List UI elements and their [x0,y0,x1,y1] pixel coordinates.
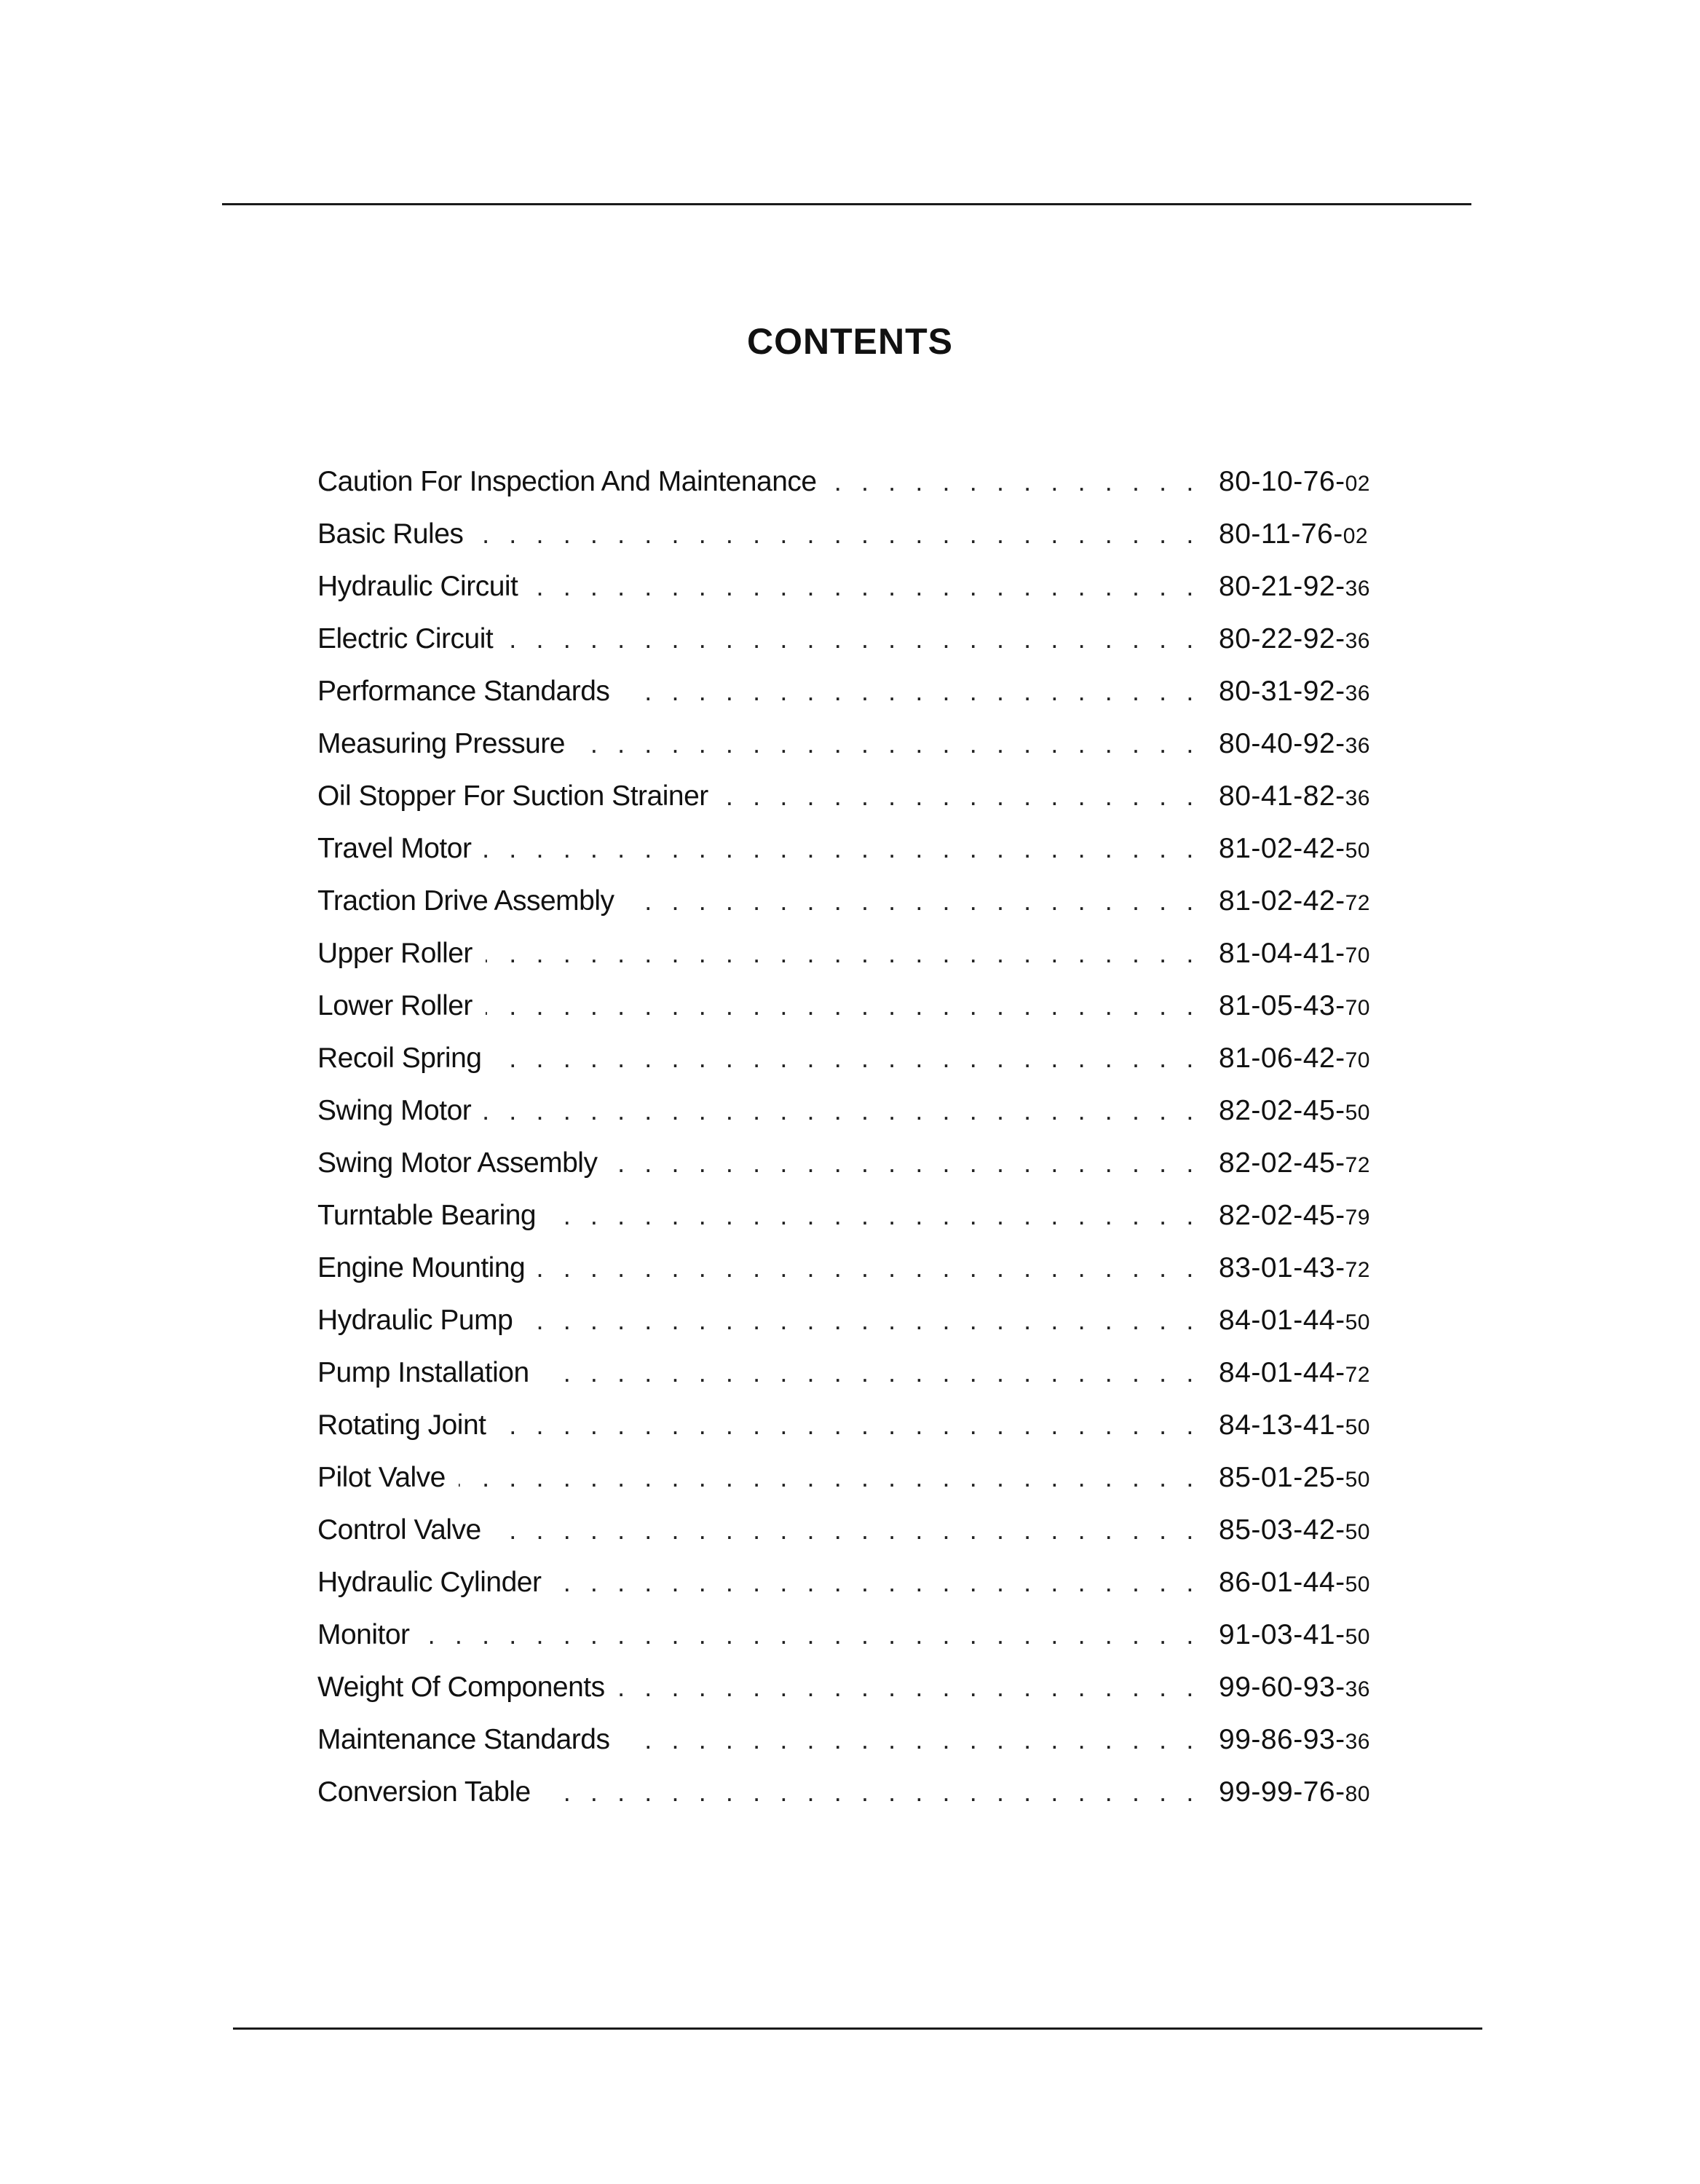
toc-entry-code-suffix: 80 [1345,1782,1370,1806]
toc-entry-code-main: 83-01-43- [1219,1252,1345,1283]
toc-entry-code-suffix: 50 [1345,1572,1370,1597]
toc-entry[interactable] [317,1399,1388,1452]
dot-leader [526,1294,1200,1347]
toc-entry-title: Traction Drive Assembly [317,885,614,917]
toc-entry-code-main: 91-03-41- [1219,1619,1345,1650]
toc-entry-title: Control Valve [317,1514,481,1546]
dot-leader [610,1137,1200,1190]
toc-entry-title: Caution For Inspection And Maintenance [317,466,817,497]
toc-entry[interactable] [317,1609,1388,1661]
toc-entry-code [1200,927,1388,982]
toc-entry-code-main: 81-06-42- [1219,1042,1345,1074]
toc-entry-code [1200,1766,1388,1821]
toc-entry-code-main: 81-02-42- [1219,885,1345,917]
toc-entry-code [1200,770,1388,825]
toc-entry[interactable] [317,613,1388,665]
toc-entry[interactable] [317,980,1388,1032]
toc-entry[interactable] [317,1294,1388,1347]
toc-entry[interactable] [317,1661,1388,1714]
toc-entry[interactable] [317,665,1388,718]
toc-entry-title: Performance Standards [317,676,610,707]
toc-entry-code [1200,1294,1388,1349]
toc-entry-title: Hydraulic Circuit [317,571,518,602]
toc-entry-title: Pilot Valve [317,1462,446,1493]
toc-entry-code-main: 85-03-42- [1219,1514,1345,1546]
toc-entry-code [1200,1504,1388,1559]
toc-entry[interactable] [317,1452,1388,1504]
dot-leader [622,665,1200,718]
toc-entry-code [1200,980,1388,1034]
dot-leader [830,456,1200,508]
toc-entry-code-suffix: 02 [1345,472,1370,496]
toc-entry-code-main: 80-31-92- [1219,676,1345,707]
dot-leader [554,1556,1200,1609]
toc-entry-code [1200,1032,1388,1087]
dot-leader [618,1661,1200,1714]
toc-entry-title: Pump Installation [317,1357,529,1388]
toc-entry-code-main: 80-40-92- [1219,728,1345,759]
dot-leader [506,613,1200,665]
toc-entry-code-suffix: 36 [1345,629,1370,653]
toc-entry-code-suffix: 50 [1345,1625,1370,1649]
toc-entry-code-main: 99-99-76- [1219,1776,1345,1808]
dot-leader [476,508,1200,561]
toc-entry[interactable] [317,1714,1388,1766]
toc-entry[interactable] [317,1556,1388,1609]
toc-entry-code [1200,561,1388,615]
dot-leader [494,1032,1200,1085]
toc-entry[interactable] [317,1190,1388,1242]
toc-entry-code-suffix: 36 [1345,681,1370,705]
toc-entry[interactable] [317,1137,1388,1190]
toc-entry-title: Travel Motor [317,833,472,864]
toc-entry[interactable] [317,561,1388,613]
dot-leader [459,1452,1200,1504]
toc-entry-code-main: 99-86-93- [1219,1724,1345,1755]
toc-entry-title: Swing Motor Assembly [317,1147,598,1179]
toc-entry-code [1200,1609,1388,1663]
toc-entry-code [1200,1452,1388,1506]
toc-entry-code-main: 81-05-43- [1219,990,1345,1021]
toc-entry[interactable] [317,1085,1388,1137]
toc-entry-title: Swing Motor [317,1095,472,1126]
toc-entry-code-main: 82-02-45- [1219,1200,1345,1231]
dot-leader [484,1085,1200,1137]
toc-entry-code-main: 80-21-92- [1219,571,1345,602]
toc-entry-code-main: 84-13-41- [1219,1409,1345,1441]
toc-entry-code-suffix: 36 [1345,1677,1370,1701]
toc-entry-code [1200,665,1388,720]
toc-entry-title: Upper Roller [317,938,473,969]
toc-entry-code-suffix: 72 [1345,1153,1370,1177]
toc-entry-code [1200,613,1388,668]
toc-entry-code-suffix: 72 [1345,1363,1370,1387]
dot-leader [544,1766,1200,1819]
bottom-rule [233,2027,1482,2030]
toc-entry-code-main: 84-01-44- [1219,1357,1345,1388]
toc-entry-code-suffix: 36 [1345,786,1370,810]
toc-entry-title: Conversion Table [317,1776,531,1808]
dot-leader [484,823,1200,875]
toc-entry[interactable] [317,456,1388,508]
toc-entry-code-suffix: 70 [1345,1048,1370,1072]
page-title: CONTENTS [747,320,953,362]
toc-entry-code [1200,508,1388,563]
toc-entry[interactable] [317,770,1388,823]
toc-entry-code [1200,1190,1388,1244]
dot-leader [486,927,1200,980]
toc-entry-title: Electric Circuit [317,623,494,654]
dot-leader [499,1399,1200,1452]
toc-entry-code [1200,1347,1388,1401]
toc-entry-code-suffix: 36 [1345,1730,1370,1754]
toc-entry-code [1200,875,1388,930]
top-rule [222,203,1471,205]
toc-entry-code [1200,1714,1388,1768]
toc-entry-title: Rotating Joint [317,1409,486,1441]
toc-entry-code-suffix: 36 [1345,734,1370,758]
toc-entry-code-main: 85-01-25- [1219,1462,1345,1493]
toc-entry[interactable] [317,875,1388,927]
toc-entry-title: Monitor [317,1619,410,1650]
toc-entry-code-suffix: 50 [1345,1310,1370,1334]
dot-leader [628,875,1200,927]
toc-entry[interactable] [317,823,1388,875]
toc-entry-code-suffix: 50 [1345,1468,1370,1492]
toc-entry-code-suffix: 50 [1345,1520,1370,1544]
dot-leader [486,980,1200,1032]
toc-entry-code-suffix: 79 [1345,1206,1370,1230]
toc-entry-title: Turntable Bearing [317,1200,537,1231]
toc-entry-code-main: 82-02-45- [1219,1095,1345,1126]
toc-entry[interactable] [317,1504,1388,1556]
toc-entry-code-main: 82-02-45- [1219,1147,1345,1179]
toc-entry-code-main: 99-60-93- [1219,1671,1345,1703]
toc-entry-title: Recoil Spring [317,1042,482,1074]
toc-entry-code-suffix: 50 [1345,839,1370,863]
toc-entry-code-main: 84-01-44- [1219,1305,1345,1336]
toc-entry-title: Basic Rules [317,518,464,550]
dot-leader [423,1609,1200,1661]
toc-entry-title: Oil Stopper For Suction Strainer [317,780,708,812]
dot-leader [622,1714,1200,1766]
toc-entry[interactable] [317,927,1388,980]
dot-leader [578,718,1200,770]
toc-entry-code [1200,1242,1388,1297]
toc-entry-code-suffix: 02 [1343,524,1369,548]
dot-leader [542,1347,1200,1399]
toc-entry-code-suffix: 36 [1345,577,1370,601]
toc-entry-code [1200,823,1388,877]
toc-entry-code-main: 86-01-44- [1219,1567,1345,1598]
dot-leader [494,1504,1200,1556]
toc-entry-code [1200,718,1388,772]
toc-entry[interactable] [317,1032,1388,1085]
toc-entry[interactable] [317,1766,1388,1819]
toc-entry[interactable] [317,508,1388,561]
toc-entry-code-main: 80-10-76- [1219,466,1345,497]
toc-entry-code-main: 81-04-41- [1219,938,1345,969]
toc-entry-code [1200,1137,1388,1192]
toc-entry-code-suffix: 70 [1345,943,1370,968]
toc-entry-code [1200,456,1388,510]
toc-entry-title: Measuring Pressure [317,728,565,759]
table-of-contents [317,456,1388,1819]
toc-entry[interactable] [317,718,1388,770]
dot-leader [721,770,1200,823]
dot-leader [549,1190,1200,1242]
toc-entry-code [1200,1399,1388,1454]
toc-entry-title: Lower Roller [317,990,473,1021]
toc-entry-code-main: 80-41-82- [1219,780,1345,812]
toc-entry-code-main: 80-22-92- [1219,623,1345,654]
toc-entry-code-suffix: 72 [1345,1258,1370,1282]
toc-entry-title: Maintenance Standards [317,1724,610,1755]
toc-entry-code-suffix: 50 [1345,1101,1370,1125]
toc-entry[interactable] [317,1347,1388,1399]
dot-leader [531,561,1200,613]
toc-entry-title: Engine Mounting [317,1252,526,1283]
toc-entry-code-main: 81-02-42- [1219,833,1345,864]
toc-entry-code [1200,1661,1388,1716]
toc-entry-code-suffix: 50 [1345,1415,1370,1439]
toc-entry[interactable] [317,1242,1388,1294]
toc-entry-code [1200,1085,1388,1139]
toc-entry-code-suffix: 70 [1345,996,1370,1020]
toc-entry-title: Hydraulic Pump [317,1305,513,1336]
toc-entry-title: Hydraulic Cylinder [317,1567,542,1598]
toc-entry-code-main: 80-11-76- [1219,518,1343,550]
dot-leader [538,1242,1200,1294]
toc-entry-code-suffix: 72 [1345,891,1370,915]
toc-entry-title: Weight Of Components [317,1671,605,1703]
toc-entry-code [1200,1556,1388,1611]
